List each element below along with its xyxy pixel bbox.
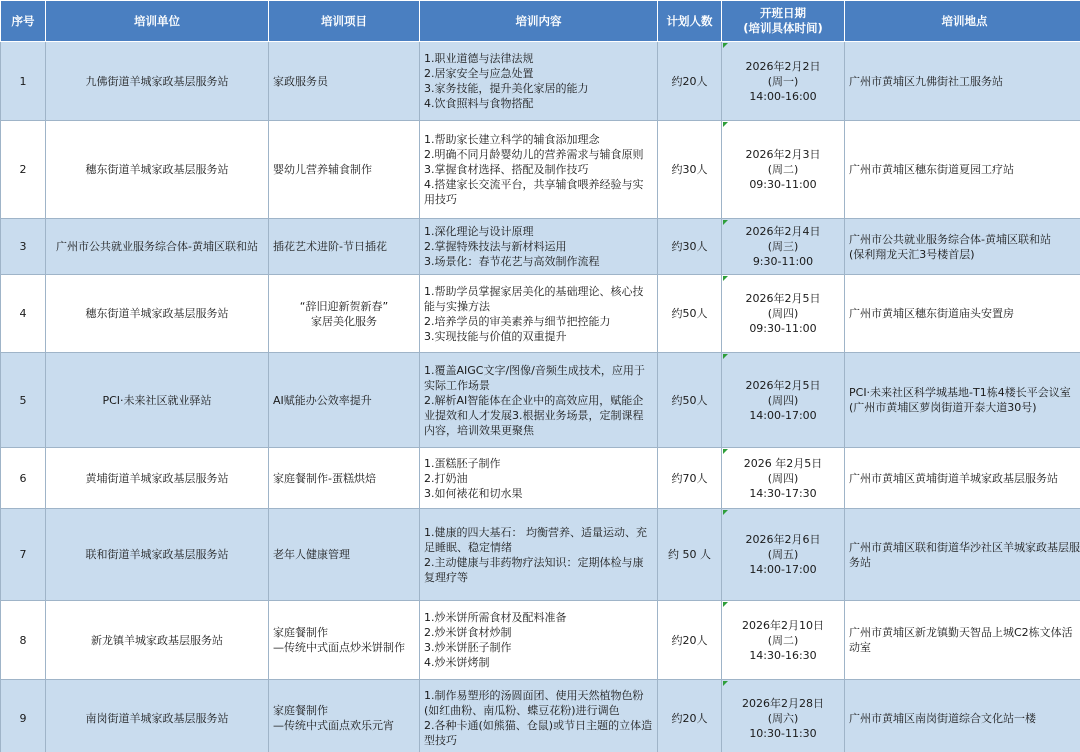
cell-date[interactable] — [722, 219, 845, 275]
cell-content[interactable] — [420, 353, 658, 448]
location-line: 广州市公共就业服务综合体-黄埔区联和站 — [849, 232, 1051, 246]
date-line: 14:00-17:00 — [749, 563, 817, 576]
project-line: 家庭餐制作-蛋糕烘焙 — [273, 471, 376, 485]
cell-location[interactable] — [845, 680, 1080, 752]
cell-unit[interactable]: 广州市公共就业服务综合体-黄埔区联和站 — [46, 219, 269, 275]
cell-count[interactable]: 约20人 — [658, 601, 722, 680]
content-line: 2.明确不同月龄婴幼儿的营养需求与辅食原则 — [424, 148, 644, 161]
project-line: 家庭餐制作 — [273, 704, 328, 717]
content-line: 2.打奶油 — [424, 471, 468, 485]
header-row — [1, 1, 1080, 42]
content-line: 2.解析AI智能体在企业中的高效应用，赋能企业提效和人才发展3.根据业务场景，定制课程内容，培训效果更聚焦 — [424, 393, 644, 437]
project-line: 婴幼儿营养辅食制作 — [273, 163, 372, 176]
cell-content[interactable] — [420, 42, 658, 121]
cell-content[interactable] — [420, 601, 658, 680]
content-line: 3.如何裱花和切水果 — [424, 486, 523, 500]
cell-location[interactable] — [845, 42, 1080, 121]
cell-project[interactable] — [269, 121, 420, 219]
cell-count[interactable]: 约20人 — [658, 42, 722, 121]
date-line: 09:30-11:00 — [749, 178, 817, 191]
cell-count[interactable]: 约70人 — [658, 448, 722, 509]
header-date[interactable] — [722, 1, 845, 42]
header-date-line2: (培训具体时间) — [743, 21, 823, 35]
cell-project[interactable] — [269, 219, 420, 275]
project-line: —传统中式面点欢乐元宵 — [273, 719, 394, 732]
cell-location[interactable] — [845, 275, 1080, 353]
project-line: “辞旧迎新贺新春” — [299, 299, 389, 313]
cell-date[interactable] — [722, 353, 845, 448]
table-row — [1, 219, 1080, 275]
project-line: —传统中式面点炒米饼制作 — [273, 641, 405, 654]
cell-location[interactable] — [845, 509, 1080, 601]
cell-project[interactable] — [269, 42, 420, 121]
cell-date[interactable] — [722, 601, 845, 680]
header-location[interactable]: 培训地点 — [845, 1, 1080, 42]
location-line: 广州市黄埔区新龙镇勤天智品上城C2栋文体活动室 — [849, 626, 1073, 654]
date-line: (周一) — [767, 74, 799, 88]
project-line: 家政服务员 — [273, 74, 328, 88]
header-count[interactable]: 计划人数 — [658, 1, 722, 42]
cell-date[interactable] — [722, 121, 845, 219]
cell-count[interactable]: 约50人 — [658, 275, 722, 353]
cell-content[interactable] — [420, 680, 658, 752]
cell-date[interactable] — [722, 275, 845, 353]
content-line: 4.饮食照料与食物搭配 — [424, 97, 534, 110]
date-line: (周五) — [767, 548, 799, 561]
date-line: (周四) — [767, 393, 799, 407]
date-line: 2026年2月3日 — [745, 148, 821, 161]
cell-project[interactable] — [269, 448, 420, 509]
cell-index[interactable]: 1 — [1, 42, 46, 121]
cell-index[interactable]: 9 — [1, 680, 46, 752]
content-line: 1.健康的四大基石： 均衡营养、适量运动、充足睡眠、稳定情绪 — [424, 525, 647, 554]
date-line: 09:30-11:00 — [749, 322, 817, 335]
header-index[interactable]: 序号 — [1, 1, 46, 42]
project-line: 家居美化服务 — [311, 314, 377, 328]
date-line: (周四) — [767, 471, 799, 485]
date-line: 10:30-11:30 — [749, 726, 817, 740]
location-line: 广州市黄埔区南岗街道综合文化站一楼 — [849, 711, 1036, 725]
date-line: (周二) — [767, 633, 799, 647]
date-line: 2026年2月5日 — [745, 292, 821, 305]
content-line: 1.蛋糕胚子制作 — [424, 456, 501, 470]
cell-project[interactable] — [269, 275, 420, 353]
content-line: 1.帮助学员掌握家居美化的基础理论、核心技能与实操方法 — [424, 284, 644, 313]
cell-project[interactable] — [269, 680, 420, 752]
content-line: 3.掌握食材选择、搭配及制作技巧 — [424, 163, 589, 176]
date-line: 2026年2月6日 — [745, 533, 821, 546]
content-line: 4.搭建家长交流平台，共享辅食喂养经验与实用技巧 — [424, 178, 644, 206]
project-line: 家庭餐制作 — [273, 626, 328, 639]
date-line: 14:30-17:30 — [749, 486, 817, 500]
header-content[interactable]: 培训内容 — [420, 1, 658, 42]
table-row — [1, 448, 1080, 509]
cell-unit[interactable]: PCI·未来社区就业驿站 — [46, 353, 269, 448]
cell-project[interactable] — [269, 601, 420, 680]
cell-content[interactable] — [420, 275, 658, 353]
cell-unit[interactable]: 穗东街道羊城家政基层服务站 — [46, 275, 269, 353]
cell-date[interactable] — [722, 680, 845, 752]
content-line: 2.炒米饼食材炒制 — [424, 626, 512, 639]
cell-count[interactable]: 约30人 — [658, 219, 722, 275]
content-line: 3.实现技能与价值的双重提升 — [424, 329, 567, 343]
table-row — [1, 121, 1080, 219]
date-line: 2026年2月5日 — [745, 378, 821, 392]
cell-unit[interactable]: 新龙镇羊城家政基层服务站 — [46, 601, 269, 680]
content-line: 2.培养学员的审美素养与细节把控能力 — [424, 314, 611, 328]
cell-content[interactable] — [420, 219, 658, 275]
date-line: 9:30-11:00 — [752, 255, 814, 268]
cell-count[interactable]: 约50人 — [658, 353, 722, 448]
content-line: 1.帮助家长建立科学的辅食添加理念 — [424, 133, 600, 146]
content-line: 1.炒米饼所需食材及配料准备 — [424, 611, 567, 624]
cell-count[interactable]: 约20人 — [658, 680, 722, 752]
content-line: 2.居家安全与应急处置 — [424, 67, 534, 80]
date-line: 2026 年2月5日 — [743, 456, 823, 470]
location-line: 广州市黄埔区穗东街道夏园工疗站 — [849, 163, 1014, 176]
location-line: 广州市黄埔区穗东街道庙头安置房 — [849, 307, 1014, 320]
project-line: AI赋能办公效率提升 — [273, 393, 372, 407]
table-row — [1, 601, 1080, 680]
cell-index[interactable]: 3 — [1, 219, 46, 275]
cell-unit[interactable]: 南岗街道羊城家政基层服务站 — [46, 680, 269, 752]
cell-date[interactable] — [722, 42, 845, 121]
cell-index[interactable]: 8 — [1, 601, 46, 680]
table-row — [1, 42, 1080, 121]
date-line: 14:00-17:00 — [749, 408, 817, 422]
table-row — [1, 353, 1080, 448]
cell-index[interactable]: 2 — [1, 121, 46, 219]
cell-project[interactable] — [269, 353, 420, 448]
cell-location[interactable] — [845, 219, 1080, 275]
cell-location[interactable] — [845, 601, 1080, 680]
location-line: (广州市黄埔区萝岗街道开泰大道30号) — [849, 401, 1037, 414]
content-line: 2.掌握特殊技法与新材料运用 — [424, 240, 567, 253]
date-line: (周三) — [767, 240, 799, 253]
content-line: 1.深化理论与设计原理 — [424, 225, 534, 238]
table-row — [1, 275, 1080, 353]
table-row — [1, 680, 1080, 752]
header-unit[interactable]: 培训单位 — [46, 1, 269, 42]
content-line: 1.制作易塑形的汤圆面团、使用天然植物色粉(如红曲粉、南瓜粉、蝶豆花粉)进行调色 — [424, 689, 644, 717]
date-line: 2026年2月2日 — [745, 59, 821, 73]
cell-index[interactable]: 6 — [1, 448, 46, 509]
date-line: 2026年2月28日 — [742, 696, 824, 710]
date-line: 2026年2月10日 — [742, 618, 824, 632]
location-line: PCI·未来社区科学城基地-T1栋4楼长平会议室 — [849, 386, 1071, 399]
content-line: 3.家务技能，提升美化家居的能力 — [424, 82, 589, 95]
cell-unit[interactable]: 九佛街道羊城家政基层服务站 — [46, 42, 269, 121]
date-line: 14:30-16:30 — [749, 648, 817, 662]
cell-content[interactable] — [420, 448, 658, 509]
date-line: 2026年2月4日 — [745, 225, 821, 238]
header-date-line1: 开班日期 — [760, 6, 806, 20]
date-line: 14:00-16:00 — [749, 89, 817, 103]
cell-index[interactable]: 7 — [1, 509, 46, 601]
content-line: 2.主动健康与非药物疗法知识：定期体检与康复理疗等 — [424, 555, 644, 584]
date-line: (周二) — [767, 163, 799, 176]
content-line: 2.各种卡通(如熊猫、仓鼠)或节日主题的立体造型技巧 — [424, 719, 653, 747]
content-line: 4.炒米饼烤制 — [424, 656, 490, 669]
cell-count[interactable]: 约 50 人 — [658, 509, 722, 601]
location-line: 广州市黄埔区联和街道华沙社区羊城家政基层服务站 — [849, 540, 1080, 569]
project-line: 老年人健康管理 — [273, 548, 350, 561]
cell-index[interactable]: 5 — [1, 353, 46, 448]
date-line: (周四) — [767, 307, 799, 320]
cell-location[interactable] — [845, 121, 1080, 219]
location-line: 广州市黄埔区九佛街社工服务站 — [849, 74, 1003, 88]
cell-content[interactable] — [420, 121, 658, 219]
cell-project[interactable] — [269, 509, 420, 601]
cell-location[interactable] — [845, 353, 1080, 448]
cell-unit[interactable]: 穗东街道羊城家政基层服务站 — [46, 121, 269, 219]
location-line: (保利翔龙天汇3号楼首层) — [849, 247, 975, 261]
content-line: 3.炒米饼胚子制作 — [424, 641, 512, 654]
cell-date[interactable] — [722, 448, 845, 509]
cell-unit[interactable]: 黄埔街道羊城家政基层服务站 — [46, 448, 269, 509]
date-line: (周六) — [767, 711, 799, 725]
cell-unit[interactable]: 联和街道羊城家政基层服务站 — [46, 509, 269, 601]
project-line: 插花艺术进阶-节日插花 — [273, 240, 387, 253]
content-line: 3.场景化：春节花艺与高效制作流程 — [424, 255, 600, 268]
cell-location[interactable] — [845, 448, 1080, 509]
cell-content[interactable] — [420, 509, 658, 601]
location-line: 广州市黄埔区黄埔街道羊城家政基层服务站 — [849, 471, 1058, 485]
header-project[interactable]: 培训项目 — [269, 1, 420, 42]
content-line: 1.覆盖AIGC文字/图像/音频生成技术，应用于实际工作场景 — [424, 363, 645, 392]
content-line: 1.职业道德与法律法规 — [424, 52, 534, 65]
cell-date[interactable] — [722, 509, 845, 601]
table-row — [1, 509, 1080, 601]
cell-index[interactable]: 4 — [1, 275, 46, 353]
cell-count[interactable]: 约30人 — [658, 121, 722, 219]
